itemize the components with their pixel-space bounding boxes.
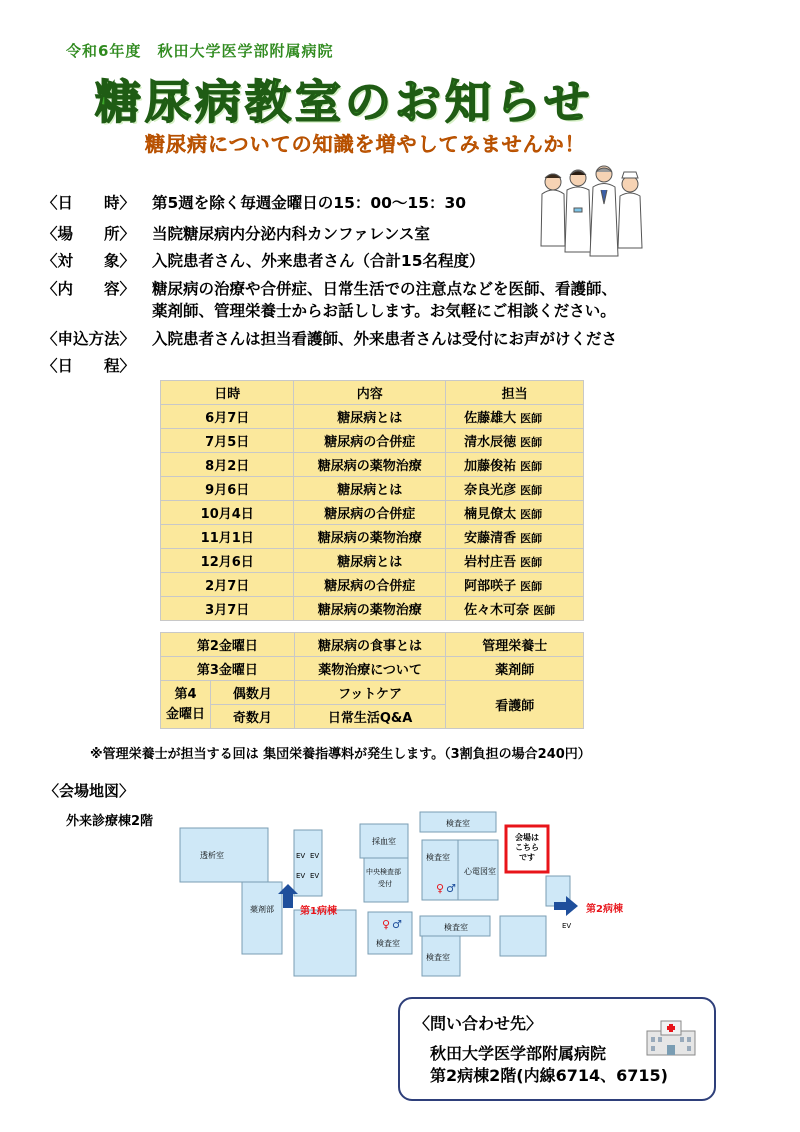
table-row (161, 501, 584, 525)
person-cell (446, 525, 584, 549)
header-top-line: 令和6年度 秋田大学医学部附属病院 (66, 42, 334, 60)
room-label-blood: 採血室 (372, 837, 396, 846)
date-cell: 12月6日 (161, 549, 294, 573)
doctor-name: 阿部咲子 (464, 579, 517, 594)
page-title: 糖尿病教室のお知らせ (95, 75, 594, 129)
doctor-suffix: 医師 (520, 412, 543, 425)
table-row (161, 573, 584, 597)
info-target (42, 250, 485, 272)
topic-cell: 日常生活Q&A (294, 705, 446, 729)
table-row (161, 525, 584, 549)
info-value: 第5週を除く毎週金曜日の15：00〜15：30 (152, 194, 467, 212)
contact-box (398, 997, 716, 1101)
date-cell: 7月5日 (161, 429, 294, 453)
room-label-dialysis: 透析室 (200, 851, 224, 860)
person-cell (446, 405, 584, 429)
doctor-name: 奈良光彦 (464, 483, 517, 498)
room-label-exam-5: 検査室 (426, 953, 450, 962)
topic-cell: 糖尿病とは (294, 405, 446, 429)
ev-label-4: EV (310, 872, 320, 880)
topic-cell: 糖尿病の合併症 (294, 429, 446, 453)
weekly-schedule-table (160, 632, 584, 729)
person-cell: 看護師 (446, 681, 584, 729)
date-cell: 8月2日 (161, 453, 294, 477)
info-value: 当院糖尿病内分泌内科カンファレンス室 (152, 225, 430, 243)
restroom-icon: ♀ (382, 918, 391, 931)
info-label: 〈場 所〉 (42, 225, 136, 243)
info-apply (42, 328, 617, 350)
doctor-suffix: 医師 (520, 508, 543, 521)
ward2-label: 第2病棟 (586, 904, 623, 915)
topic-cell: 糖尿病の薬物治療 (294, 525, 446, 549)
topic-cell: 糖尿病の合併症 (294, 501, 446, 525)
ev-label-1: EV (296, 852, 306, 860)
column-header: 担当 (446, 381, 584, 405)
date-cell: 9月6日 (161, 477, 294, 501)
person-cell (446, 597, 584, 621)
topic-cell: 糖尿病の合併症 (294, 573, 446, 597)
doctor-name: 佐藤雄大 (464, 411, 517, 426)
room-label-central-lab: 中央検査部 (366, 868, 401, 876)
person-cell: 管理栄養士 (446, 633, 584, 657)
doctor-name: 安藤清香 (464, 531, 517, 546)
person-cell (446, 453, 584, 477)
topic-cell: 糖尿病の薬物治療 (294, 597, 446, 621)
table-row (161, 681, 584, 705)
page-subtitle: 糖尿病についての知識を増やしてみませんか！ (145, 132, 586, 156)
info-label: 〈内 容〉 (42, 280, 136, 298)
info-datetime (42, 192, 466, 214)
info-place (42, 223, 430, 245)
doctor-name: 岩村庄吾 (464, 555, 517, 570)
hospital-building-icon (645, 1017, 697, 1057)
doctor-name: 加藤俊祐 (464, 459, 517, 474)
info-value: 糖尿病の治療や合併症、日常生活での注意点などを医師、看護師、 (152, 280, 618, 298)
week-part-b: 金曜日 (165, 706, 205, 722)
ev-label-3: EV (296, 872, 306, 880)
room-label-exam-4: 検査室 (444, 923, 468, 932)
doctor-name: 佐々木可奈 (464, 603, 530, 618)
person-cell (446, 549, 584, 573)
topic-cell: フットケア (294, 681, 446, 705)
doctor-name: 清水辰徳 (464, 435, 517, 450)
table-row (161, 657, 584, 681)
info-label: 〈対 象〉 (42, 252, 136, 270)
table-row (161, 429, 584, 453)
ev-label-5: EV (562, 922, 572, 930)
venue-map (150, 800, 650, 980)
doctor-suffix: 医師 (520, 532, 543, 545)
person-cell (446, 573, 584, 597)
contact-title: 〈問い合わせ先〉 (414, 1014, 543, 1033)
week-part-a: 第4 (174, 686, 197, 702)
map-room-ev-block (294, 830, 322, 896)
room-label-exam-2: 検査室 (426, 853, 450, 862)
restroom-icon: ♂ (446, 882, 456, 895)
table-row (161, 549, 584, 573)
schedule-table (160, 380, 584, 621)
date-cell: 3月7日 (161, 597, 294, 621)
info-value: 入院患者さん、外来患者さん（合計15名程度） (152, 252, 485, 270)
contact-extension: 第2病棟2階(内線6714、6715) (430, 1066, 668, 1085)
schedule-header-row (161, 381, 584, 405)
ev-label-2: EV (310, 852, 320, 860)
room-label-reception: 受付 (378, 880, 392, 888)
topic-cell: 薬物治療について (294, 657, 446, 681)
month-cell: 偶数月 (210, 681, 294, 705)
venue-label-3: です (519, 853, 535, 862)
table-row (161, 597, 584, 621)
column-header: 内容 (294, 381, 446, 405)
map-room-pharmacy (242, 882, 282, 954)
info-value-line2: 薬剤師、管理栄養士からお話しします。お気軽にご相談ください。 (152, 302, 616, 320)
room-label-pharmacy: 薬剤部 (250, 905, 274, 914)
doctor-suffix: 医師 (533, 604, 556, 617)
restroom-icon: ♀ (436, 882, 445, 895)
date-cell: 6月7日 (161, 405, 294, 429)
month-cell: 奇数月 (210, 705, 294, 729)
topic-cell: 糖尿病とは (294, 477, 446, 501)
room-label-exam-3: 検査室 (376, 939, 400, 948)
table-row (161, 633, 584, 657)
info-value: 入院患者さんは担当看護師、外来患者さんは受付にお声がけくださ (152, 330, 618, 348)
medical-staff-illustration (538, 160, 650, 260)
contact-hospital: 秋田大学医学部附属病院 (430, 1044, 607, 1063)
date-cell: 2月7日 (161, 573, 294, 597)
person-cell (446, 429, 584, 453)
map-room-right (500, 916, 546, 956)
info-content (42, 278, 617, 322)
venue-label-1: 会場は (515, 833, 539, 842)
doctor-suffix: 医師 (520, 436, 543, 449)
map-title: 〈会場地図〉 (44, 782, 135, 800)
info-schedule (42, 355, 152, 377)
person-cell: 薬剤師 (446, 657, 584, 681)
topic-cell: 糖尿病の薬物治療 (294, 453, 446, 477)
week-cell: 第2金曜日 (161, 633, 295, 657)
room-label-exam-1: 検査室 (446, 819, 470, 828)
topic-cell: 糖尿病の食事とは (294, 633, 446, 657)
restroom-icon: ♂ (392, 918, 402, 931)
doctor-suffix: 医師 (520, 580, 543, 593)
table-row (161, 405, 584, 429)
table-row (161, 453, 584, 477)
date-cell: 10月4日 (161, 501, 294, 525)
info-label: 〈日 程〉 (42, 357, 136, 375)
doctor-suffix: 医師 (520, 460, 543, 473)
doctor-suffix: 医師 (520, 484, 543, 497)
table-row (161, 477, 584, 501)
room-label-ecg: 心電図室 (464, 867, 496, 876)
floor-label: 外来診療棟2階 (66, 814, 154, 829)
doctor-name: 楠見僚太 (464, 507, 517, 522)
column-header: 日時 (161, 381, 294, 405)
info-label: 〈日 時〉 (42, 194, 136, 212)
fee-note: ※管理栄養士が担当する回は 集団栄養指導料が発生します。（3割負担の場合240円） (90, 747, 591, 762)
topic-cell: 糖尿病とは (294, 549, 446, 573)
map-room-corridor (294, 910, 356, 976)
map-room-dialysis (180, 828, 268, 882)
ward1-label: 第1病棟 (300, 906, 337, 917)
person-cell (446, 501, 584, 525)
week-cell: 第3金曜日 (161, 657, 295, 681)
week-cell (161, 681, 211, 729)
person-cell (446, 477, 584, 501)
date-cell: 11月1日 (161, 525, 294, 549)
doctor-suffix: 医師 (520, 556, 543, 569)
info-label: 〈申込方法〉 (42, 330, 136, 348)
venue-label-2: こちら (515, 843, 539, 852)
